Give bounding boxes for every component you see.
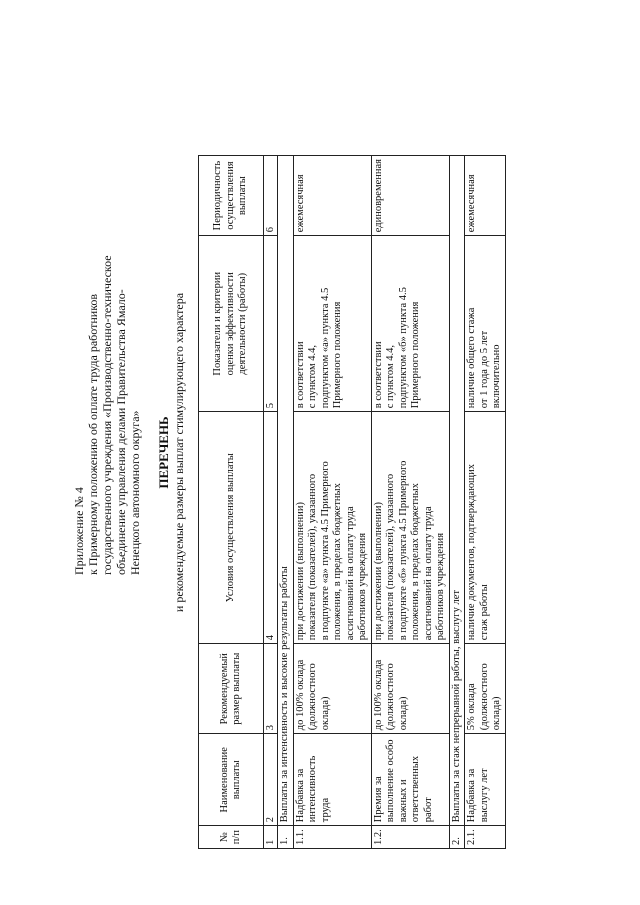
column-header: Периодичность осуществления выплаты — [199, 155, 264, 235]
section-row — [449, 155, 465, 848]
payment-name: Надбавка за выслугу лет — [465, 734, 506, 826]
payment-size: 5% оклада (должностного оклада) — [465, 644, 506, 734]
payment-conditions: наличие документов, подтверждающих стаж работы — [465, 412, 506, 644]
column-number: 3 — [264, 644, 278, 734]
column-header: Показатели и критерии оценки эффективности деятельности (работы) — [199, 236, 264, 412]
header-line: государственного учреждения «Производственно-техническое — [100, 255, 114, 575]
section-title: Выплаты за стаж непрерывной работы, выслугу лет — [449, 155, 465, 825]
table-row — [465, 155, 506, 848]
column-header: Наименование выплаты — [199, 734, 264, 826]
section-number: 1. — [278, 826, 294, 849]
table-row — [371, 155, 449, 848]
column-number: 4 — [264, 412, 278, 644]
row-number: 2.1. — [465, 826, 506, 849]
payments-table — [198, 155, 506, 849]
payment-name: Премия за выполнение особо важных и ответственных работ — [371, 734, 449, 826]
column-numbers-row — [264, 155, 278, 848]
column-number: 2 — [264, 734, 278, 826]
row-number: 1.1. — [293, 826, 371, 849]
appendix-header — [72, 155, 142, 575]
payment-criteria: в соответствии с пунктом 4.4, подпунктом «а» пункта 4.5 Примерного положения — [293, 236, 371, 412]
payment-conditions: при достижении (выполнении) показателя (показателей), указанного в подпункте «а» пункта 4.5 Примерного положения, в пределах бюджетных ассигнований на оплату труда работников учреждения — [293, 412, 371, 644]
table-row — [293, 155, 371, 848]
payment-period: ежемесячная — [465, 155, 506, 235]
document-subtitle: и рекомендуемые размеры выплат стимулирующего характера — [172, 292, 186, 613]
row-number: 1.2. — [371, 826, 449, 849]
column-number: 5 — [264, 236, 278, 412]
section-row — [278, 155, 294, 848]
header-line: к Примерному положению об оплате труда работников — [86, 293, 100, 575]
section-number: 2. — [449, 826, 465, 849]
header-line: Приложение № 4 — [72, 487, 86, 575]
payment-size: до 100% оклада (должностного оклада) — [371, 644, 449, 734]
payment-name: Надбавка за интенсивность труда — [293, 734, 371, 826]
column-number: 1 — [264, 826, 278, 849]
table-header-row — [199, 155, 264, 848]
column-header: Условия осуществления выплаты — [199, 412, 264, 644]
section-title: Выплаты за интенсивность и высокие результаты работы — [278, 155, 294, 825]
column-header: Рекомендуемый размер выплаты — [199, 644, 264, 734]
column-number: 6 — [264, 155, 278, 235]
document-title: ПЕРЕЧЕНЬ — [156, 416, 171, 489]
payment-period: единовременная — [371, 155, 449, 235]
payment-size: до 100% оклада (должностного оклада) — [293, 644, 371, 734]
header-line: объединение управления делами Правительства Ямало- — [114, 289, 128, 575]
payment-period: ежемесячная — [293, 155, 371, 235]
payment-criteria: наличие общего стажа от 1 года до 5 лет включительно — [465, 236, 506, 412]
payment-criteria: в соответствии с пунктом 4.4, подпунктом «б» пункта 4.5 Примерного положения — [371, 236, 449, 412]
column-header: № п/п — [199, 826, 264, 849]
payment-conditions: при достижении (выполнении) показателя (показателей), указанного в подпункте «б» пункта 4.5 Примерного положения, в пределах бюджетных ассигнований на оплату труда работников учреждения — [371, 412, 449, 644]
header-line: Ненецкого автономного округа» — [128, 410, 142, 575]
